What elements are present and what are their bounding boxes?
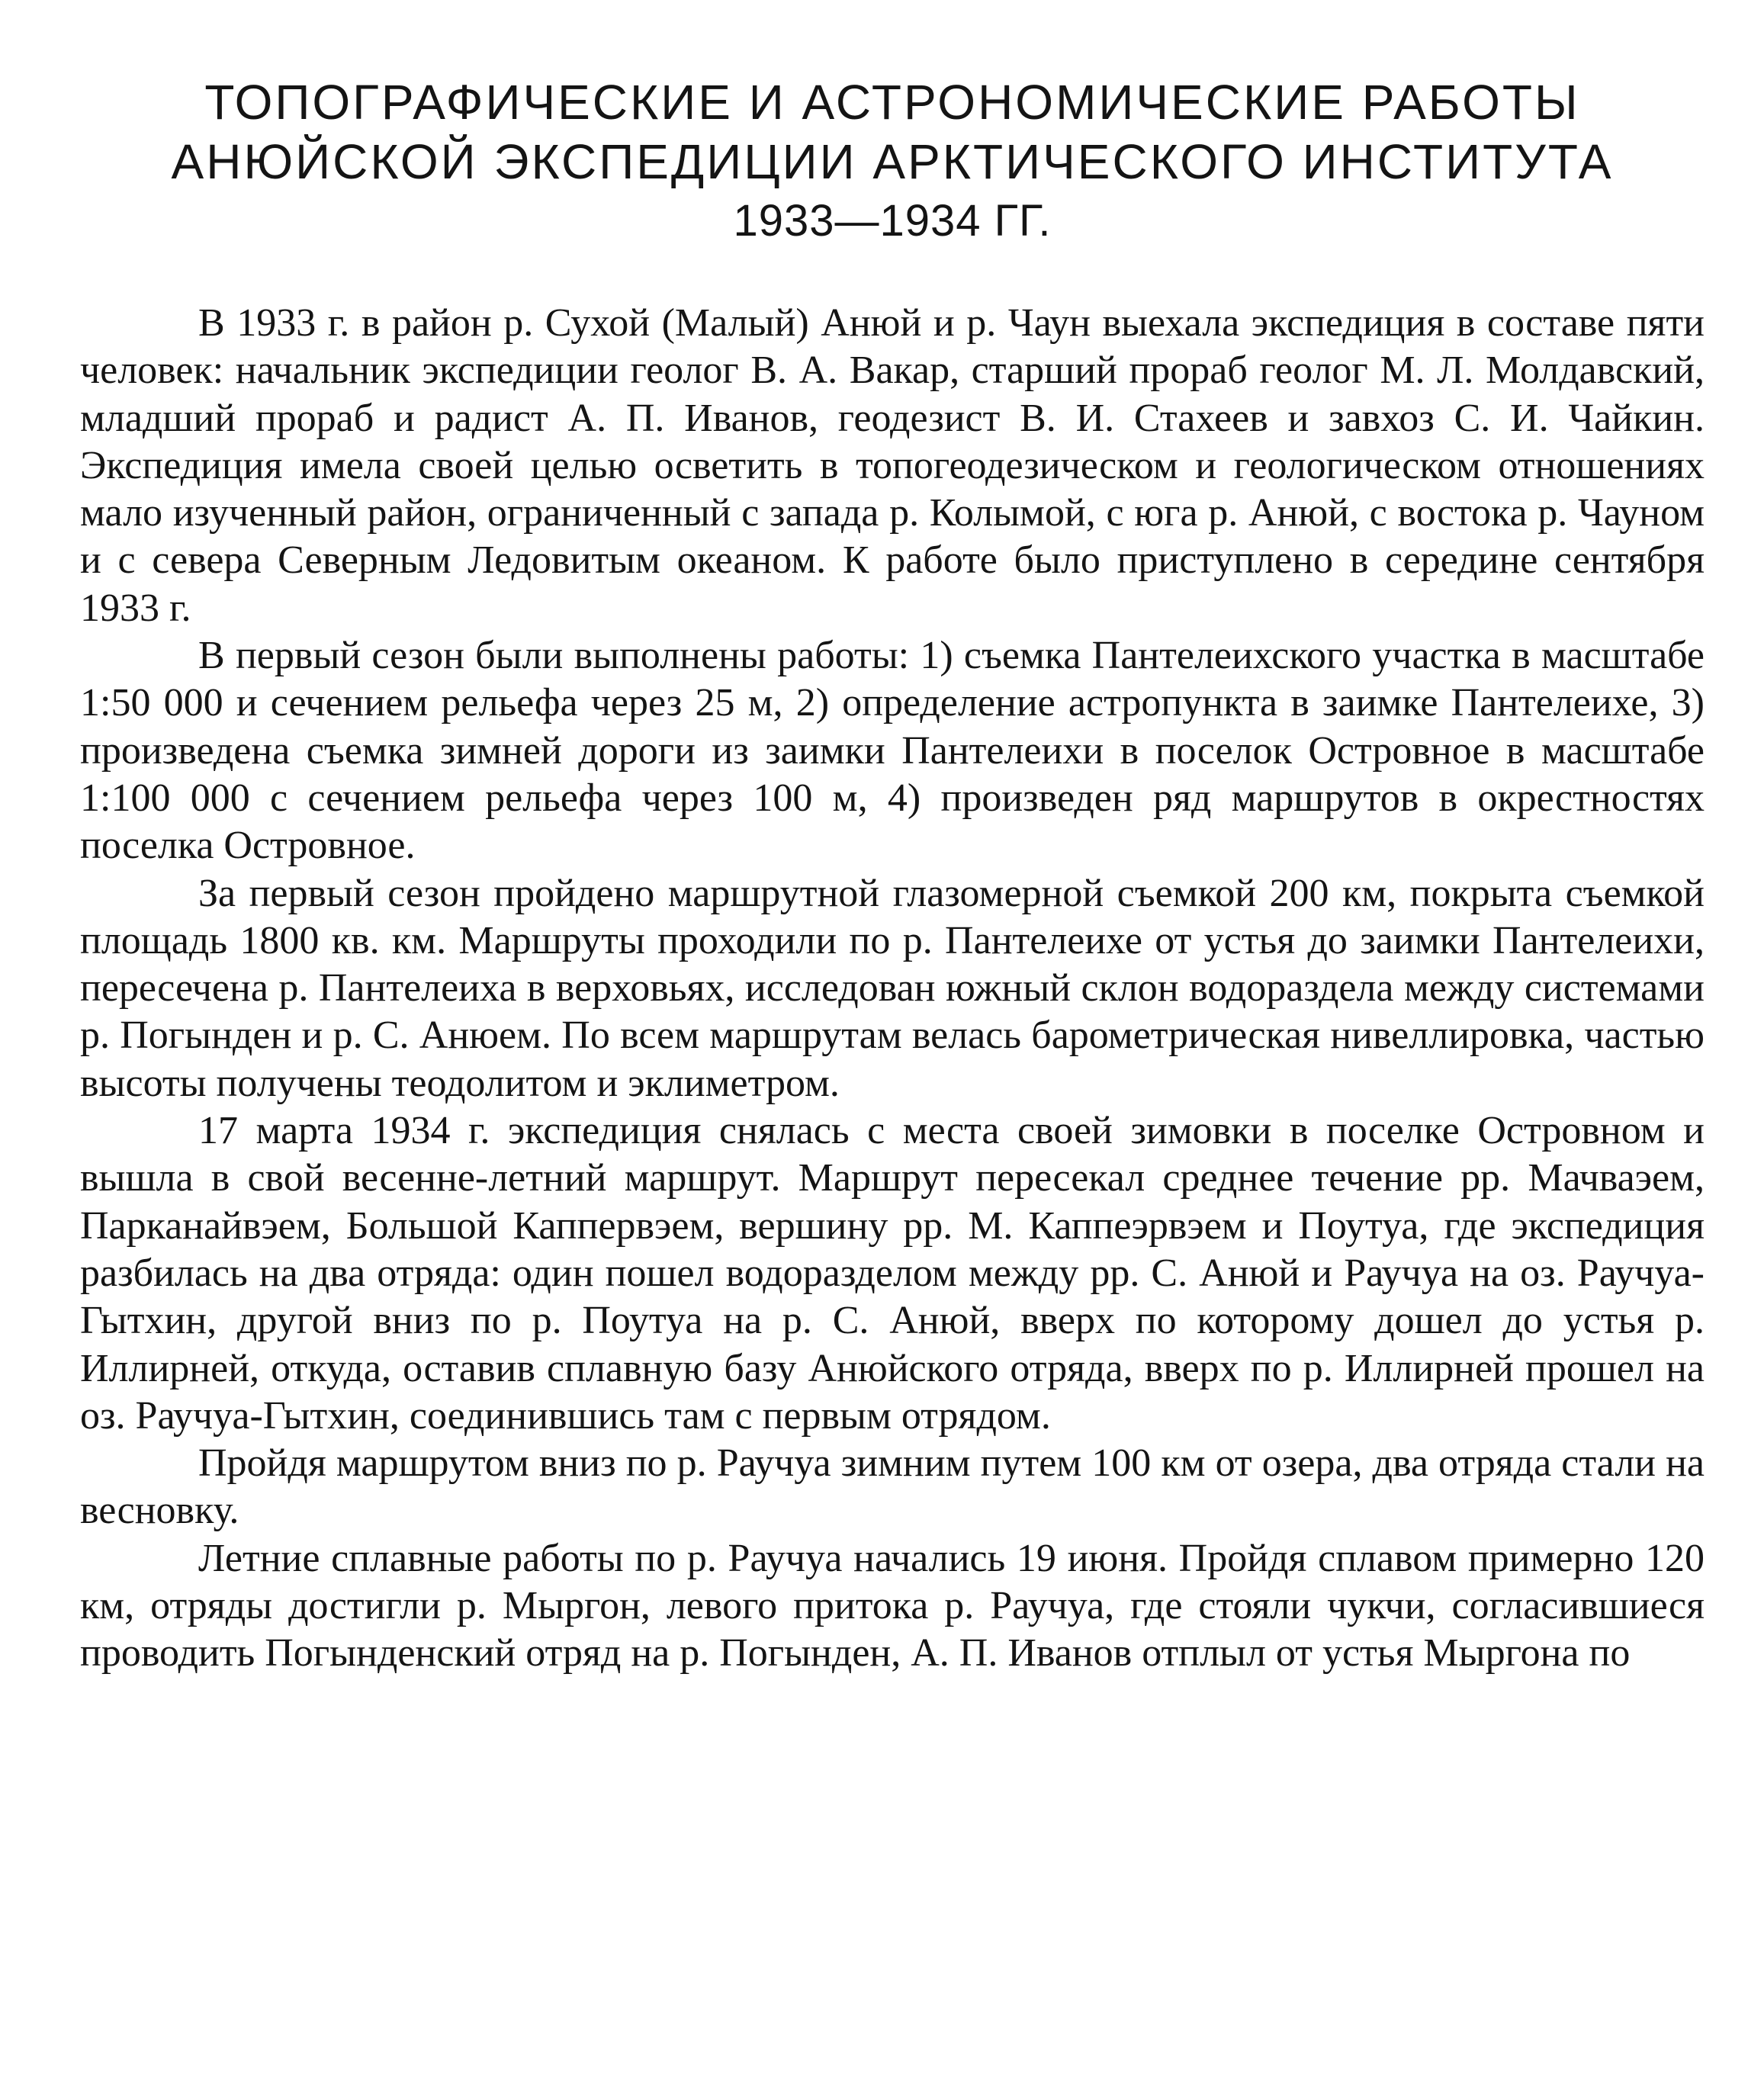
title-years: 1933—1934 ГГ.: [733, 196, 1052, 246]
title-line-2: АНЮЙСКОЙ ЭКСПЕДИЦИИ АРКТИЧЕСКОГО ИНСТИТУТА: [171, 134, 1614, 189]
paragraph-spring-route: 17 марта 1934 г. экспедиция снялась с места своей зимовки в поселке Островном и вышла в свой весенне-летний маршрут. Маршрут пересекал среднее течение рр. Мачваэем, Парканайвэем, Большой Каппервэем, вершину рр. М. Каппеэрвэем и Поутуа, где экспедиция разбилась на два отряда: один пошел водоразделом между рр. С. Анюй и Раучуа на оз. Раучуа-Гытхин, другой вниз по р. Поутуа на р. С. Анюй, вверх по которому дошел до устья р. Иллирней, откуда, оставив сплавную базу Анюйского отряда, вверх по р. Иллирней прошел на оз. Раучуа-Гытхин, соединившись там с первым отрядом.: [80, 1109, 1705, 1438]
title-line-1: ТОПОГРАФИЧЕСКИЕ И АСТРОНОМИЧЕСКИЕ РАБОТЫ: [204, 75, 1580, 130]
page-title: [80, 72, 1705, 251]
paragraph-summer-works: Летние сплавные работы по р. Раучуа начались 19 июня. Пройдя сплавом примерно 120 км, отряды достигли р. Мыргон, левого притока р. Раучуа, где стояли чукчи, согласившиеся проводить Погынденский отряд на р. Погынден, А. П. Иванов отплыл от устья Мыргона по: [80, 1536, 1705, 1676]
document-page: [80, 72, 1705, 1678]
paragraph-first-season-results: За первый сезон пройдено маршрутной глазомерной съемкой 200 км, покрыта съемкой площадь 1800 кв. км. Маршруты проходили по р. Пантелеихе от устья до заимки Пантелеихи, пересечена р. Пантелеиха в верховьях, исследован южный склон водораздела между системами р. Погынден и р. С. Анюем. По всем маршрутам велась барометрическая нивеллировка, частью высоты получены теодолитом и эклиметром.: [80, 871, 1705, 1105]
paragraph-first-season-works: В первый сезон были выполнены работы: 1) съемка Пантелеихского участка в масштабе 1:50 000 и сечением рельефа через 25 м, 2) определение астропункта в заимке Пантелеихе, 3) произведена съемка зимней дороги из заимки Пантелеихи в поселок Островное в масштабе 1:100 000 с сечением рельефа через 100 м, 4) произведен ряд маршрутов в окрестностях поселка Островное.: [80, 634, 1705, 868]
paragraph-spring-camp: Пройдя маршрутом вниз по р. Раучуа зимним путем 100 км от озера, два отряда стали на весновку.: [80, 1441, 1705, 1533]
paragraph-expedition-composition: В 1933 г. в район р. Сухой (Малый) Анюй и р. Чаун выехала экспедиция в составе пяти человек: начальник экспедиции геолог В. А. Вакар, старший прораб геолог М. Л. Молдавский, младший прораб и радист А. П. Иванов, геодезист В. И. Стахеев и завхоз С. И. Чайкин. Экспедиция имела своей целью осветить в топогеодезическом и геологическом отношениях мало изученный район, ограниченный с запада р. Колымой, с юга р. Анюй, с востока р. Чауном и с севера Северным Ледовитым океаном. К работе было приступлено в середине сентября 1933 г.: [80, 301, 1705, 630]
body-text: [80, 300, 1705, 1678]
